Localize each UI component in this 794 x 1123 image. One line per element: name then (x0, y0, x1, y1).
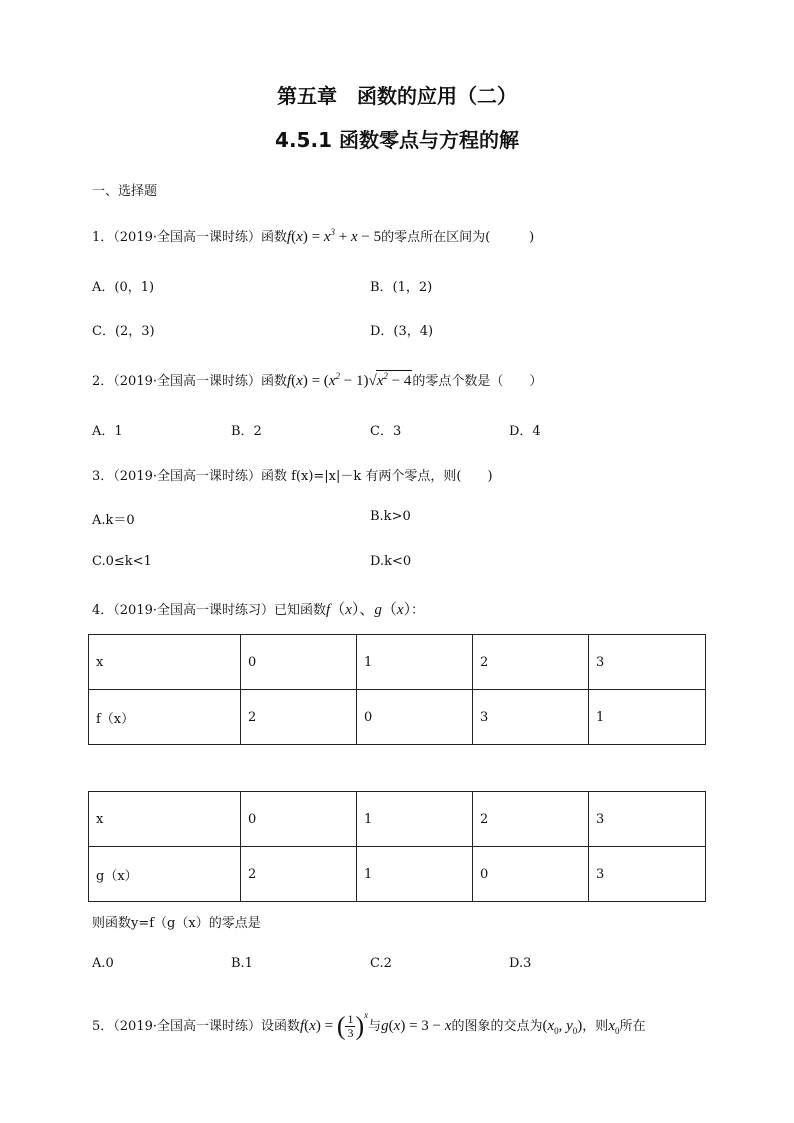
question-2-option-d: D．4 (509, 424, 541, 439)
table-cell: x (89, 792, 241, 847)
table-cell: 3 (589, 635, 706, 690)
question-3: 3．（2019·全国高一课时练）函数 f(x)=|x|－k 有两个零点，则( ) (92, 469, 493, 484)
table-cell: 1 (589, 690, 706, 745)
table-cell: 0 (241, 635, 357, 690)
table-cell: 2 (241, 690, 357, 745)
question-1-suffix: 的零点所在区间为( ) (381, 230, 535, 245)
table-cell: 0 (357, 690, 473, 745)
table-cell: 0 (473, 847, 589, 902)
question-1-option-c: C．(2，3) (92, 324, 155, 339)
table-row (89, 690, 706, 745)
table-cell: f（x） (89, 690, 241, 745)
question-3-option-d: D.k<0 (370, 554, 412, 569)
table-cell: 1 (357, 792, 473, 847)
question-4-prefix: 4．（2019·全国高一课时练习）已知函数 (92, 603, 326, 618)
question-2-prefix: 2．（2019·全国高一课时练）函数 (92, 374, 287, 389)
question-5-formula-f: f(x) = ( $\frac{1}{3}$ )$^x$ (300, 1010, 369, 1041)
table-row (89, 847, 706, 902)
question-3-option-c: C.0≤k<1 (92, 554, 152, 569)
table-cell: 3 (589, 792, 706, 847)
question-5-point: ($x_0$, $y_0$) (542, 1018, 583, 1036)
question-2-option-a: A．1 (92, 424, 123, 439)
question-5-prefix: 5．（2019·全国高一课时练）设函数 (92, 1019, 300, 1034)
table-cell: 3 (589, 847, 706, 902)
question-2-option-b: B．2 (231, 424, 262, 439)
table-row (89, 792, 706, 847)
question-1-formula: $f(x) = x^3 + x - 5$ (287, 227, 382, 245)
chapter-title: 第五章 函数的应用（二） (277, 84, 517, 108)
question-4-suffix: ： (411, 603, 425, 618)
question-1-prefix: 1．（2019·全国高一课时练）函数 (92, 230, 287, 245)
table-cell: 1 (357, 635, 473, 690)
question-5-middle: 与 (368, 1019, 382, 1034)
question-4 (92, 598, 424, 619)
question-5-suffix2: ，则 (582, 1019, 609, 1034)
table-cell: 0 (241, 792, 357, 847)
question-5-x0: $x_0$ (608, 1018, 620, 1036)
question-1-option-b: B．(1，2) (370, 280, 433, 295)
question-3-option-b: B.k>0 (370, 509, 411, 524)
table-cell: x (89, 635, 241, 690)
question-2 (92, 370, 542, 390)
question-1-option-d: D．(3，4) (370, 324, 434, 339)
table-cell: 3 (473, 690, 589, 745)
table-cell: 2 (473, 792, 589, 847)
table-cell: g（x） (89, 847, 241, 902)
question-2-formula: $f(x) = (x^2 - 1)√x^2 - 4$ (287, 371, 412, 389)
table-row (89, 635, 706, 690)
table-cell: 2 (241, 847, 357, 902)
question-3-option-a: A.k＝0 (92, 513, 135, 528)
question-2-suffix: 的零点个数是（ ） (412, 374, 543, 389)
question-1-option-a: A．(0，1) (92, 280, 155, 295)
question-4-option-a: A.0 (92, 956, 114, 971)
question-4-functions: f（x）、g（x） (326, 602, 412, 618)
question-5 (92, 1010, 646, 1040)
question-4-option-c: C.2 (370, 956, 392, 971)
table-g (88, 791, 706, 902)
table-cell: 2 (473, 635, 589, 690)
question-4-after: 则函数y=f（g（x）的零点是 (92, 916, 261, 931)
question-2-option-c: C．3 (370, 424, 402, 439)
question-5-suffix1: 的图象的交点为 (451, 1019, 543, 1034)
question-4-option-d: D.3 (509, 956, 532, 971)
question-5-formula-g: g(x) = 3 − x (381, 1018, 452, 1034)
table-cell: 1 (357, 847, 473, 902)
question-1 (92, 226, 534, 246)
question-5-suffix3: 所在 (619, 1019, 646, 1034)
section-heading: 一、选择题 (92, 184, 158, 199)
table-f (88, 634, 706, 745)
question-4-option-b: B.1 (231, 956, 253, 971)
section-title: 4.5.1 函数零点与方程的解 (275, 128, 519, 152)
